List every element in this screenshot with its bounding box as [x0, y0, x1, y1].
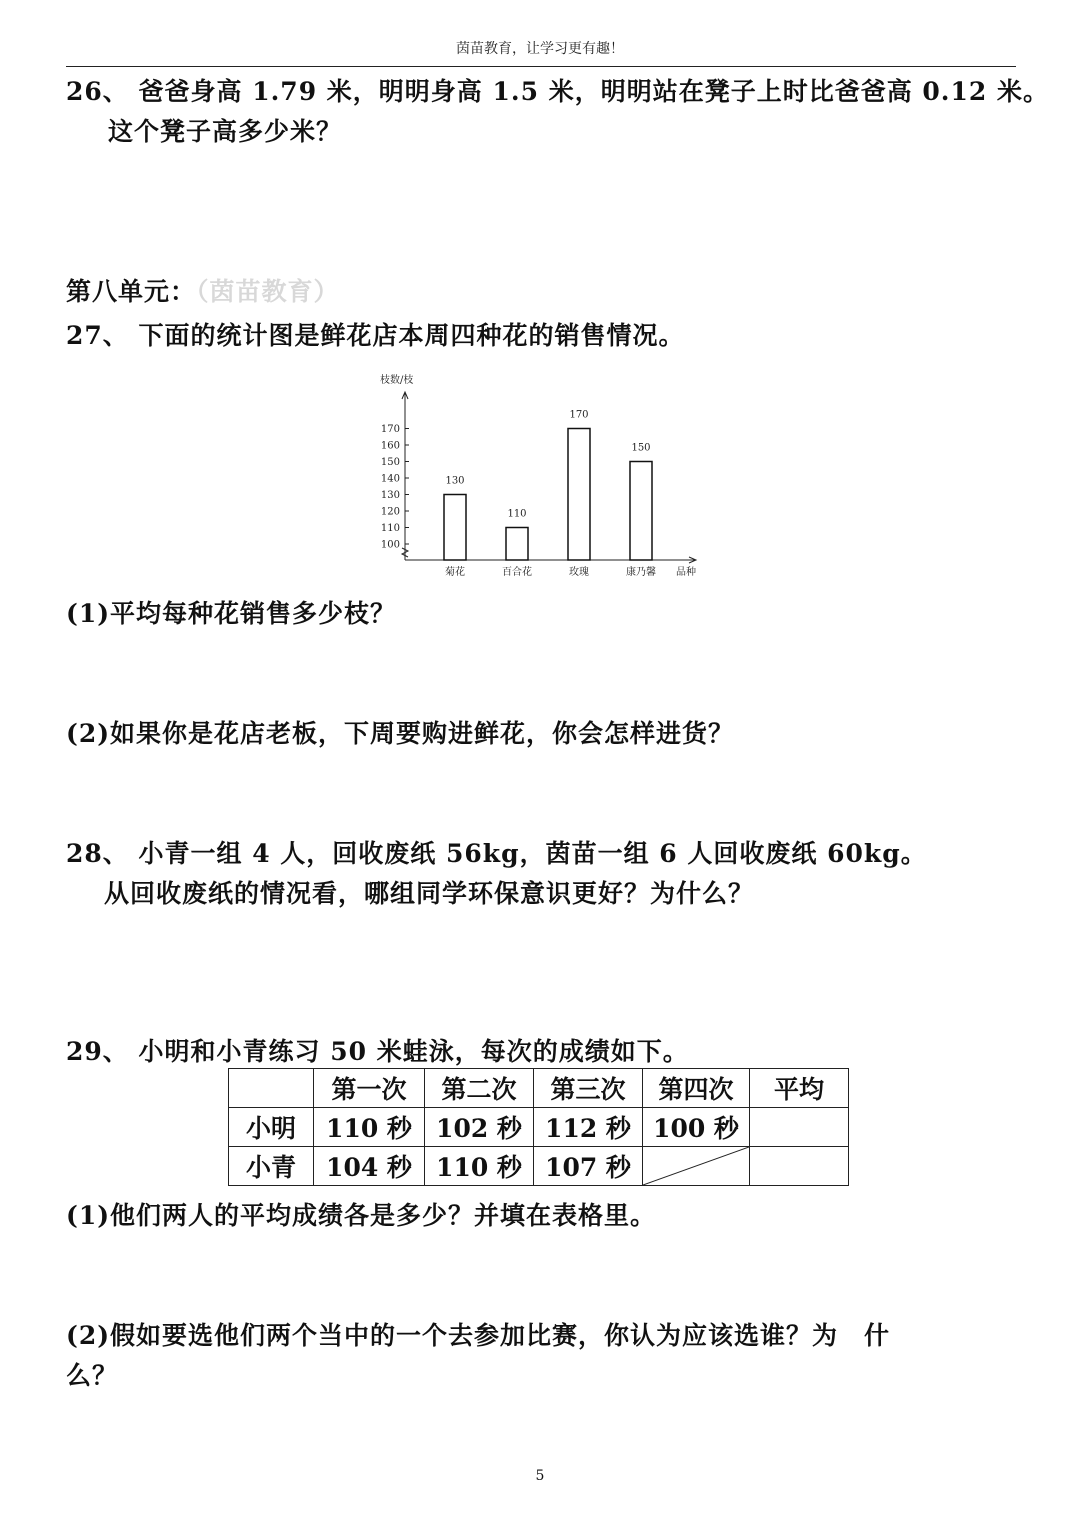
table-cell: 107 秒 — [534, 1147, 643, 1186]
question-26-line2: 这个凳子高多少米？ — [108, 117, 343, 146]
bar — [444, 495, 466, 561]
y-tick-label: 150 — [380, 457, 400, 468]
answer-blank-cell — [750, 1108, 849, 1147]
table-header-cell: 第三次 — [534, 1069, 643, 1108]
header-slogan: 茵苗教育，让学习更有趣！ — [456, 41, 624, 57]
page-number: 5 — [535, 1468, 545, 1484]
x-category-label: 玫瑰 — [569, 567, 589, 578]
y-tick-label: 110 — [380, 523, 400, 534]
bar-value-label: 150 — [631, 442, 651, 454]
question-26-line1: 26、 爸爸身高 1.79 米，明明身高 1.5 米，明明站在凳子上时比爸爸高 0.12 米。 — [66, 77, 1049, 106]
bar — [630, 462, 652, 561]
watermark-text: （茵苗教育） — [196, 277, 340, 306]
x-category-label: 百合花 — [502, 567, 532, 578]
table-header-cell — [229, 1069, 314, 1108]
table-header-cell: 第一次 — [314, 1069, 425, 1108]
diagonal-slash — [643, 1147, 749, 1185]
question-27-text: 27、 下面的统计图是鲜花店本周四种花的销售情况。 — [66, 321, 685, 350]
answer-blank-cell — [750, 1147, 849, 1186]
y-axis-label: 枝数/枝 — [380, 375, 414, 386]
table-row — [229, 1108, 849, 1147]
question-27-sub2: (2)如果你是花店老板，下周要购进鲜花，你会怎样进货？ — [66, 719, 735, 748]
crossed-out-cell — [643, 1147, 750, 1186]
table-cell: 100 秒 — [643, 1108, 750, 1147]
x-category-label: 康乃馨 — [626, 567, 656, 578]
bar-value-label: 170 — [569, 409, 589, 421]
unit-8-title: 第八单元： — [66, 277, 197, 306]
y-tick-label: 140 — [380, 473, 400, 485]
table-header-cell: 第四次 — [643, 1069, 750, 1108]
table-cell: 110 秒 — [314, 1108, 425, 1147]
question-28-line1: 28、 小青一组 4 人，回收废纸 56kg，茵苗一组 6 人回收废纸 60kg。 — [66, 839, 927, 868]
table-header-cell: 第二次 — [425, 1069, 534, 1108]
table-cell: 110 秒 — [425, 1147, 534, 1186]
question-29-text: 29、 小明和小青练习 50 米蛙泳，每次的成绩如下。 — [66, 1037, 689, 1066]
y-tick-label: 170 — [380, 424, 400, 435]
question-28-line2: 从回收废纸的情况看，哪组同学环保意识更好？为什么？ — [104, 879, 755, 908]
bar-value-label: 130 — [445, 475, 465, 487]
y-tick-label: 100 — [380, 539, 400, 551]
table-cell: 小明 — [229, 1108, 314, 1147]
unit-8-heading — [66, 272, 340, 308]
swim-score-table — [228, 1068, 849, 1186]
x-category-label: 菊花 — [445, 567, 465, 578]
flower-sales-bar-chart — [370, 368, 710, 582]
table-cell: 102 秒 — [425, 1108, 534, 1147]
table-header-row — [229, 1069, 849, 1108]
bar — [506, 528, 528, 561]
table-cell: 104 秒 — [314, 1147, 425, 1186]
table-cell: 小青 — [229, 1147, 314, 1186]
bar-value-label: 110 — [507, 508, 527, 520]
y-tick-label: 120 — [380, 506, 400, 518]
table-row — [229, 1147, 849, 1186]
y-tick-label: 160 — [380, 440, 400, 452]
header-divider — [66, 66, 1016, 67]
y-tick-label: 130 — [380, 490, 400, 501]
axis-break-mark — [402, 548, 408, 557]
question-29-sub2-line2: 么？ — [66, 1361, 119, 1390]
table-cell: 112 秒 — [534, 1108, 643, 1147]
question-29-sub2-line1: (2)假如要选他们两个当中的一个去参加比赛，你认为应该选谁？为 什 — [66, 1321, 891, 1350]
question-29-sub1: (1)他们两人的平均成绩各是多少？并填在表格里。 — [66, 1201, 657, 1230]
bar — [568, 429, 590, 561]
question-27-sub1: (1)平均每种花销售多少枝？ — [66, 599, 397, 628]
x-axis-label: 品种 — [676, 567, 696, 578]
table-header-cell: 平均 — [750, 1069, 849, 1108]
